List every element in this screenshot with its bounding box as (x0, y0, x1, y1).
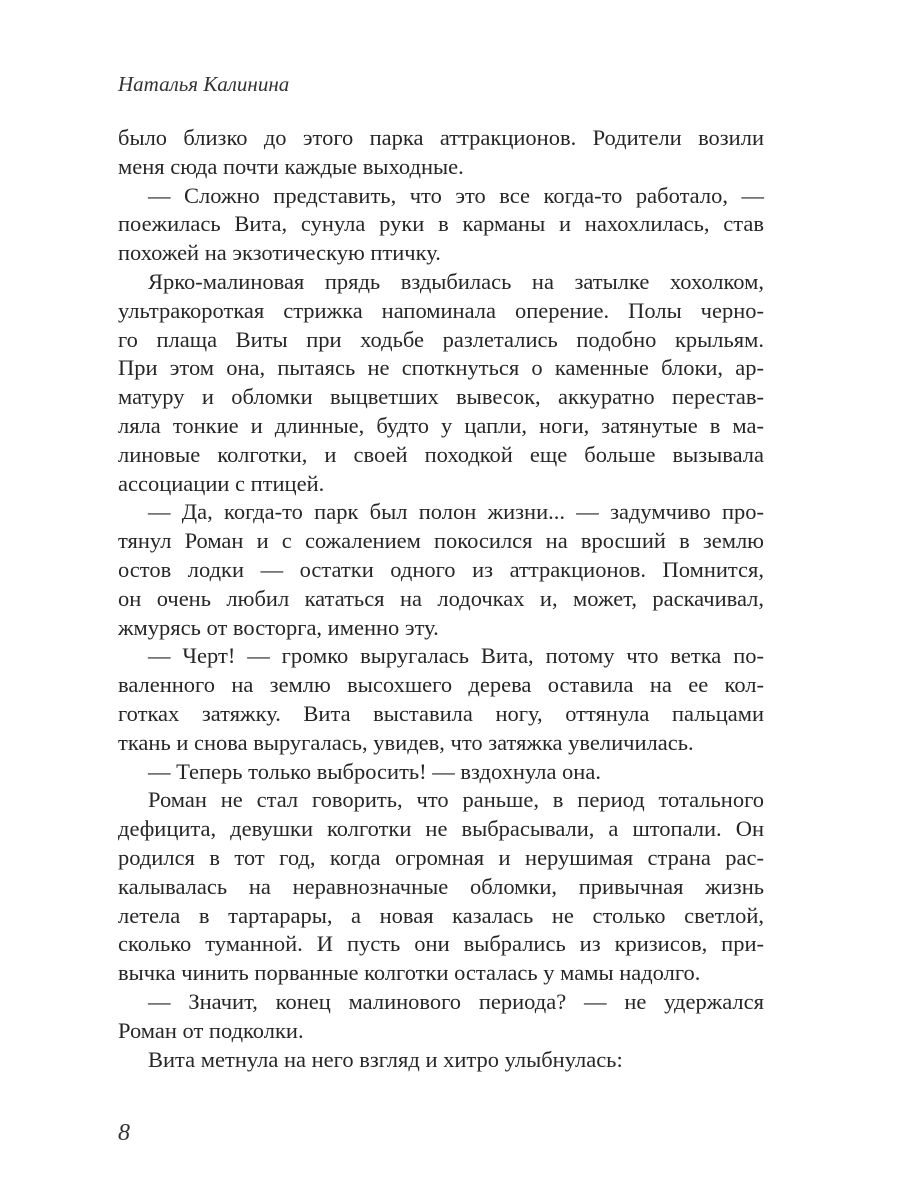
text-line: ткань и снова выругалась, увидев, что затяжка увеличилась. (118, 729, 694, 755)
text-line: летела в тартарары, а новая казалась не столько светлой, (118, 902, 764, 928)
text-line: ультракороткая стрижка напоминала оперение. Полы черно- (118, 297, 764, 323)
text-line: было близко до этого парка аттракционов. Родители возили (118, 125, 764, 150)
text-line: го плаща Виты при ходьбе разлетались подобно крыльям. (118, 326, 764, 352)
text-line: Роман не стал говорить, что раньше, в период тотального (148, 787, 764, 813)
body-text (118, 124, 764, 1074)
text-line: меня сюда почти каждые выходные. (118, 153, 464, 179)
text-line: валенного на землю высохшего дерева оставила на ее кол- (118, 672, 764, 698)
text-line: линовые колготки, и своей походкой еще больше вызывала (118, 441, 764, 467)
text-line: При этом она, пытаясь не споткнуться о каменные блоки, ар- (118, 355, 764, 381)
text-line: готках затяжку. Вита выставила ногу, оттянула пальцами (118, 700, 764, 726)
text-line: — Теперь только выбросить! — вздохнула она. (148, 758, 601, 784)
text-line: — Значит, конец малинового периода? — не удержался (148, 988, 764, 1014)
text-line: сколько туманной. И пусть они выбрались из кризисов, при- (118, 931, 764, 957)
text-line: жмурясь от восторга, именно эту. (118, 614, 439, 640)
text-line: остов лодки — остатки одного из аттракционов. Помнится, (118, 556, 764, 582)
text-line: матуру и обломки выцветших вывесок, аккуратно перестав- (118, 384, 764, 410)
text-line: — Да, когда-то парк был полон жизни... — задумчиво про- (148, 499, 764, 525)
text-line: Роман от подколки. (118, 1017, 304, 1043)
running-header: Наталья Калинина (118, 72, 290, 96)
text-line: поежилась Вита, сунула руки в карманы и нахохлилась, став (118, 211, 764, 237)
text-line: — Черт! — громко выругалась Вита, потому что ветка по- (148, 643, 764, 669)
page-number: 8 (118, 1120, 130, 1146)
text-line: Вита метнула на него взгляд и хитро улыбнулась: (148, 1046, 623, 1072)
text-line: калывалась на неравнозначные обломки, привычная жизнь (118, 873, 764, 899)
text-line: дефицита, девушки колготки не выбрасывали, а штопали. Он (118, 816, 764, 842)
text-line: тянул Роман и с сожалением покосился на вросший в землю (118, 528, 764, 554)
text-line: родился в тот год, когда огромная и нерушимая страна рас- (118, 844, 764, 870)
text-line: ляла тонкие и длинные, будто у цапли, ноги, затянутые в ма- (118, 412, 764, 438)
text-line: похожей на экзотическую птичку. (118, 240, 441, 266)
text-line: — Сложно представить, что это все когда-то работало, — (148, 182, 764, 208)
text-line: вычка чинить порванные колготки осталась у мамы надолго. (118, 960, 701, 986)
text-line: он очень любил кататься на лодочках и, может, раскачивал, (118, 585, 764, 611)
text-line: Ярко-малиновая прядь вздыбилась на затылке хохолком, (148, 268, 764, 294)
text-line: ассоциации с птицей. (118, 470, 325, 496)
